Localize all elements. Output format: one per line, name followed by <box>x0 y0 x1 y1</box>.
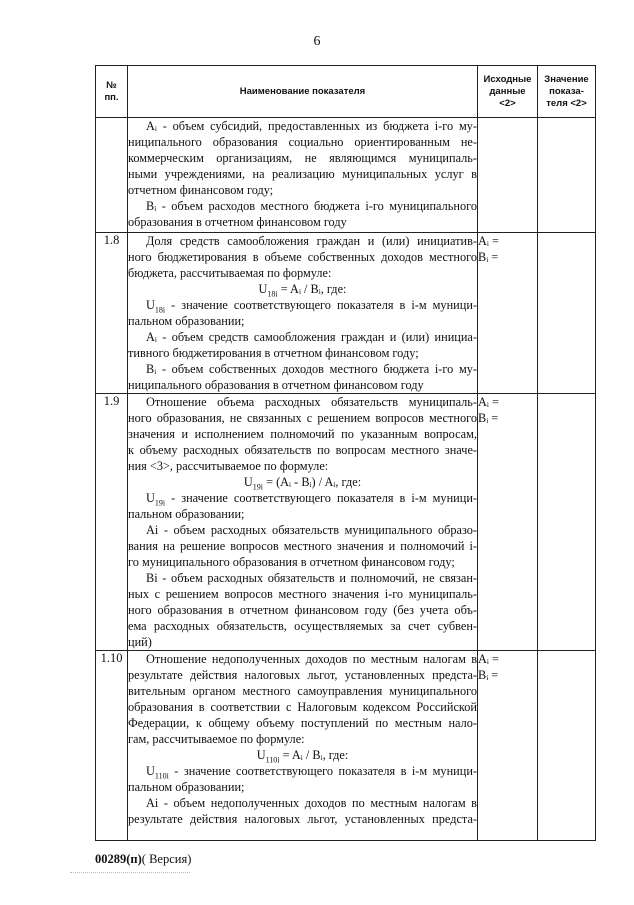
header-source-line: <2> <box>499 97 516 109</box>
text-line: вания на решение вопросов местного значения и полномочий i- <box>128 539 477 553</box>
text-line: пальном образовании; <box>128 507 245 521</box>
row-number: 1.8 <box>96 233 128 394</box>
row-description <box>128 651 478 841</box>
row-number: 1.9 <box>96 394 128 651</box>
text-line: ными учреждениями, на реализацию муниципальных услуг в <box>128 167 477 181</box>
text-line: го муниципального образования в отчетном финансовом году; <box>128 555 455 569</box>
table-row <box>96 118 596 233</box>
source-field-b: Bᵢ = <box>478 250 499 264</box>
text-line: Aᵢ - объем субсидий, предоставленных из бюджета i-го му- <box>146 119 477 133</box>
text-line: пальном образовании; <box>128 314 245 328</box>
text-line: Bᵢ - объем собственных доходов местного бюджета i-го му- <box>146 362 477 376</box>
text-line: отчетном финансовом году; <box>128 183 274 197</box>
formula-subscript: 18i <box>154 305 166 315</box>
text-line: ниципального образования социально ориентированным не- <box>128 135 477 149</box>
text-line: результате действия налоговых льгот, установленных предста- <box>128 668 477 682</box>
formula-symbol: U <box>243 475 253 489</box>
text-line: результате действия налоговых льгот, установленных предста- <box>128 812 477 826</box>
row-value <box>538 394 596 651</box>
text-line: Федерации, к общему объему поступлений по местным нало- <box>128 716 477 730</box>
header-value <box>538 66 596 118</box>
source-field-b: Bᵢ = <box>478 668 499 682</box>
formula <box>128 747 477 763</box>
text-line: Aᵢ - объем средств самообложения граждан и (или) инициа- <box>146 330 477 344</box>
text-line: Ai - объем расходных обязательств муниципального образо- <box>146 523 477 537</box>
header-source <box>478 66 538 118</box>
text-line: бюджета, рассчитываемая по формуле: <box>128 266 332 280</box>
text-fragment: - значение соответствующего показателя в i-м муници- <box>168 764 477 778</box>
text-line: Отношение недополученных доходов по местным налогам в <box>146 652 477 666</box>
text-line: Bi - объем расходных обязательств и полномочий, не связан- <box>146 571 477 585</box>
text-line: ема расходных обязательств, осуществляемых за счет субвен- <box>128 619 477 633</box>
text-line: тивного бюджетирования в отчетном финансовом году; <box>128 346 419 360</box>
text-line: образования в отчетном финансовом году <box>128 215 347 229</box>
document-footer <box>95 852 191 867</box>
formula-subscript: 110i <box>265 755 280 765</box>
row-description <box>128 118 478 233</box>
text-line: Доля средств самообложения граждан и (или) инициатив- <box>146 234 477 248</box>
text-line: ния <3>, рассчитываемое по формуле: <box>128 459 329 473</box>
header-num-line: пп. <box>104 91 119 103</box>
text-fragment: - значение соответствующего показателя в i-м муници- <box>165 298 477 312</box>
page-number: 6 <box>313 34 321 49</box>
row-number <box>96 118 128 233</box>
row-number: 1.10 <box>96 651 128 841</box>
formula-subscript: 18i <box>267 289 278 299</box>
indicators-table <box>95 65 596 841</box>
text-line: к объему расходных обязательств по вопросам местного значе- <box>128 443 477 457</box>
formula-symbol: U <box>146 764 155 778</box>
text-line <box>128 490 477 506</box>
header-num-line: № <box>106 79 117 91</box>
table-row <box>96 233 596 394</box>
row-value <box>538 233 596 394</box>
formula-symbol: U <box>258 282 268 296</box>
header-value-line: Значение <box>544 73 589 85</box>
text-line: ного бюджетирования в объеме собственных доходов местного <box>128 250 477 264</box>
formula-symbol: U <box>146 298 155 312</box>
source-field-b: Bᵢ = <box>478 411 499 425</box>
row-source-data <box>478 651 538 841</box>
text-line: Bᵢ - объем расходов местного бюджета i-го муниципального <box>146 199 477 213</box>
formula-subscript: 110i <box>154 771 169 781</box>
text-line: ниципального образования в отчетном финансовом году <box>128 378 424 392</box>
row-description <box>128 233 478 394</box>
source-field-a: Aᵢ = <box>478 652 499 666</box>
text-line: Отношение объема расходных обязательств муниципаль- <box>146 395 477 409</box>
header-value-line: показа- <box>549 85 584 97</box>
text-line: пальном образовании; <box>128 780 245 794</box>
text-line: ций) <box>128 635 152 649</box>
header-source-line: данные <box>489 85 526 97</box>
source-field-a: Aᵢ = <box>478 395 499 409</box>
text-line: образования в соответствии с Налоговым кодексом Российской <box>128 700 477 714</box>
header-source-line: Исходные <box>483 73 532 85</box>
formula <box>128 474 477 490</box>
document-version: ( Версия) <box>141 852 192 866</box>
row-source-data <box>478 394 538 651</box>
text-line: ного образования, не связанных с решением вопросов местного <box>128 411 477 425</box>
text-line: значения и исполнением полномочий по указанным вопросам, <box>128 427 477 441</box>
row-value <box>538 118 596 233</box>
text-line <box>128 297 477 313</box>
document-code: 00289(п) <box>95 852 142 866</box>
formula-subscript: 19i <box>154 498 166 508</box>
text-line: коммерческим организациям, не являющимся муниципаль- <box>128 151 477 165</box>
header-name: Наименование показателя <box>128 66 478 118</box>
table-row <box>96 651 596 841</box>
formula-body: = Aᵢ / Bᵢ, где: <box>277 282 347 296</box>
header-value-line: теля <2> <box>546 97 587 109</box>
row-description <box>128 394 478 651</box>
formula-symbol: U <box>256 748 266 762</box>
text-line: вительным органом местного самоуправления муниципального <box>128 684 477 698</box>
text-line: гам, рассчитываемое по формуле: <box>128 732 305 746</box>
formula <box>128 281 477 297</box>
row-value <box>538 651 596 841</box>
text-line <box>128 763 477 779</box>
text-line: ного образования в отчетном финансовом году (без учета объ- <box>128 603 477 617</box>
table-row <box>96 394 596 651</box>
row-source-data <box>478 118 538 233</box>
table-header-row <box>96 66 596 118</box>
scan-artifact-line <box>70 872 190 873</box>
text-fragment: - значение соответствующего показателя в i-м муници- <box>165 491 477 505</box>
formula-body: = (Aᵢ - Bᵢ) / Aᵢ, где: <box>263 475 362 489</box>
formula-symbol: U <box>146 491 155 505</box>
formula-body: = Aᵢ / Bᵢ, где: <box>279 748 349 762</box>
formula-subscript: 19i <box>252 482 263 492</box>
text-line: ных с решением вопросов местного значения i-го муниципаль- <box>128 587 477 601</box>
source-field-a: Aᵢ = <box>478 234 499 248</box>
row-source-data <box>478 233 538 394</box>
text-line: Ai - объем недополученных доходов по местным налогам в <box>146 796 477 810</box>
header-num <box>96 66 128 118</box>
